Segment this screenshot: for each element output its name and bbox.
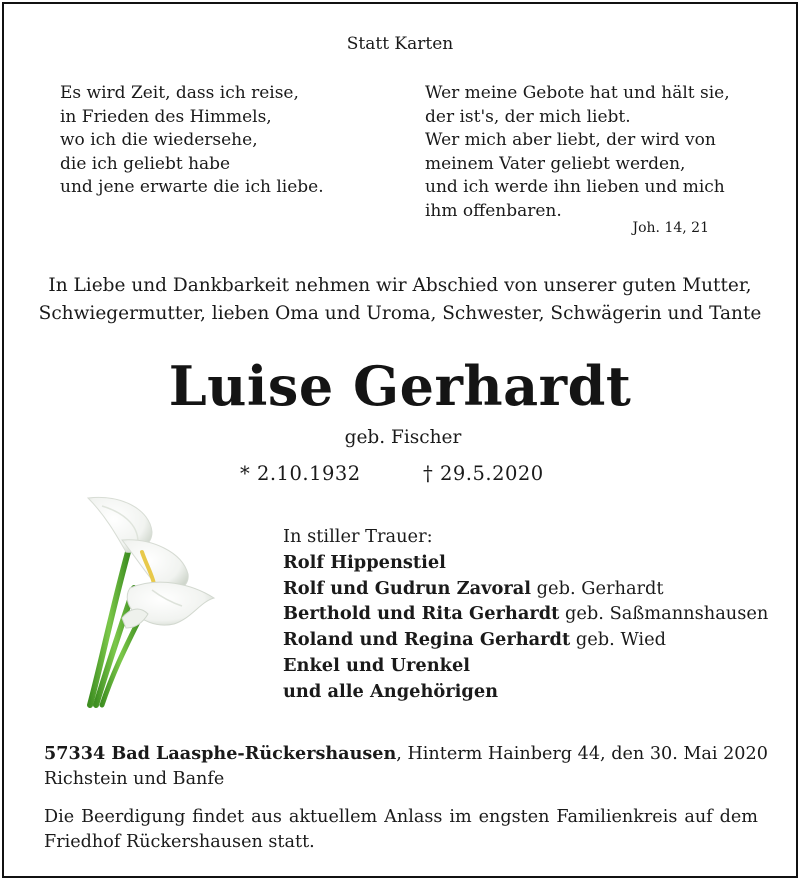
birth-date: * 2.10.1932 <box>240 462 361 485</box>
mourner-suffix: geb. Saßmannshausen <box>559 603 769 625</box>
mourner-entry <box>283 576 768 602</box>
verse-line: und ich werde ihn lieben und mich <box>425 177 725 198</box>
verse-line: meinem Vater geliebt werden, <box>425 153 686 174</box>
birth-name: geb. Fischer <box>344 427 462 448</box>
burial-notice <box>44 805 758 855</box>
mourners-list <box>283 524 768 705</box>
mourner-suffix: geb. Gerhardt <box>531 577 664 599</box>
verse-line: die ich geliebt habe <box>60 153 231 174</box>
mourner-name: Rolf Hippenstiel <box>283 551 446 573</box>
mourners-heading: In stiller Trauer: <box>283 526 433 547</box>
mourner-entry <box>283 550 768 576</box>
verse-line: und jene erwarte die ich liebe. <box>60 177 324 198</box>
death-date: † 29.5.2020 <box>423 462 544 485</box>
mourner-name: Enkel und Urenkel <box>283 654 471 676</box>
verse-reference: Joh. 14, 21 <box>632 220 709 236</box>
mourner-entry <box>283 601 768 627</box>
mourner-name: Berthold und Rita Gerhardt <box>283 603 560 625</box>
address-rest: , Hinterm Hainberg 44, den 30. Mai 2020 <box>396 744 768 764</box>
burial-line: Friedhof Rückershausen statt. <box>44 832 315 852</box>
calla-lily-flower-icon <box>82 490 227 710</box>
verse-line: Es wird Zeit, dass ich reise, <box>60 83 299 103</box>
mourner-entry <box>283 653 768 679</box>
town-name: 57334 Bad Laasphe-Rückershausen <box>44 743 397 764</box>
mourner-name: Roland und Regina Gerhardt <box>283 629 571 651</box>
address-line <box>44 742 768 767</box>
deceased-name: Luise Gerhardt <box>168 354 632 418</box>
mourner-name: Rolf und Gudrun Zavoral <box>283 577 532 599</box>
intro-text <box>4 272 796 327</box>
mourner-entry <box>283 627 768 653</box>
verse-line: in Frieden des Himmels, <box>60 106 272 127</box>
verse-line: wo ich die wiedersehe, <box>60 130 258 151</box>
verse-line: der ist's, der mich liebt. <box>425 106 631 127</box>
mourner-entry <box>283 679 768 705</box>
verse-left <box>60 82 390 200</box>
verse-line: ihm offenbaren. <box>425 200 562 221</box>
mourner-suffix: geb. Wied <box>570 629 667 651</box>
address-line-2: Richstein und Banfe <box>44 768 225 789</box>
verse-line: Wer mich aber liebt, der wird von <box>425 130 716 151</box>
header-note: Statt Karten <box>346 34 454 54</box>
verse-line: Wer meine Gebote hat und hält sie, <box>425 83 730 103</box>
obituary-notice <box>2 2 798 878</box>
mourner-name: und alle Angehörigen <box>283 680 499 702</box>
intro-line: In Liebe und Dankbarkeit nehmen wir Abschied von unserer guten Mutter, <box>48 275 752 296</box>
intro-line: Schwiegermutter, lieben Oma und Uroma, Schwester, Schwägerin und Tante <box>38 302 762 324</box>
verse-right <box>425 82 765 224</box>
place-and-date <box>44 742 768 791</box>
burial-line: Die Beerdigung findet aus aktuellem Anlass im engsten Familienkreis auf dem <box>44 807 758 827</box>
